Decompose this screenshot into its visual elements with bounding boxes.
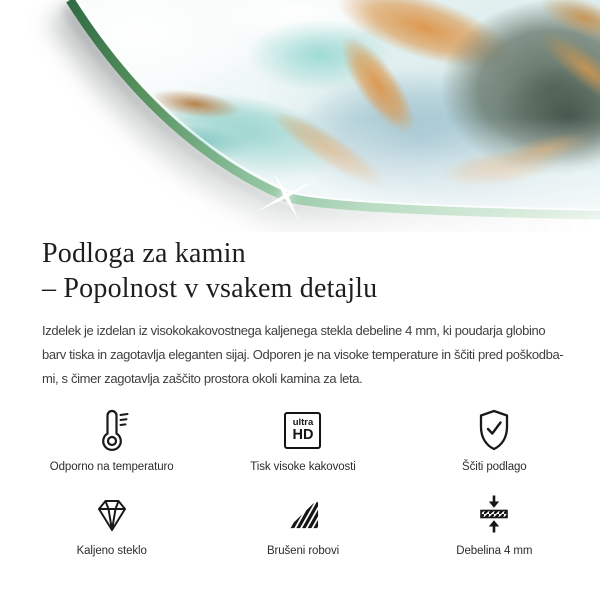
page-title-line2: – Popolnost v vsakem detajlu [42, 273, 378, 304]
page-title-line1: Podloga za kamin [42, 238, 246, 269]
feature-polished-edges [207, 491, 398, 557]
feature-label: Ščiti podlago [462, 461, 527, 473]
feature-tempered-glass [16, 491, 207, 557]
polished-edges-icon [284, 491, 322, 537]
feature-protection [399, 407, 590, 473]
product-image-container [0, 0, 600, 232]
text-block [0, 236, 600, 391]
ultra-hd-icon [284, 407, 321, 453]
page-title [42, 236, 580, 306]
feature-label: Debelina 4 mm [456, 545, 533, 557]
feature-label: Brušeni robovi [266, 545, 340, 557]
description-line: mi, s čimer zagotavlja zaščito prostora okoli kamina za leta. [42, 371, 363, 386]
thickness-icon [474, 491, 514, 537]
feature-label: Kaljeno steklo [76, 545, 147, 557]
feature-temperature [16, 407, 207, 473]
product-image [0, 0, 600, 232]
feature-label: Odporno na temperaturo [49, 461, 174, 473]
description-line: barv tiska in zagotavlja eleganten sijaj. Odporen je na visoke temperature in ščiti pred poškodba- [42, 347, 564, 362]
shield-check-icon [474, 407, 514, 453]
description-line: Izdelek je izdelan iz visokokakovostnega kaljenega stekla debeline 4 mm, ki poudarja globino [42, 323, 546, 338]
ultra-hd-badge-top: ultra [292, 416, 314, 428]
ultra-hd-badge-bottom: HD [292, 427, 314, 443]
feature-label: Tisk visoke kakovosti [250, 461, 356, 473]
product-description [42, 319, 580, 391]
feature-print-quality [207, 407, 398, 473]
thermometer-icon [92, 407, 132, 453]
feature-grid [0, 407, 600, 557]
diamond-icon [92, 491, 132, 537]
feature-thickness [399, 491, 590, 557]
